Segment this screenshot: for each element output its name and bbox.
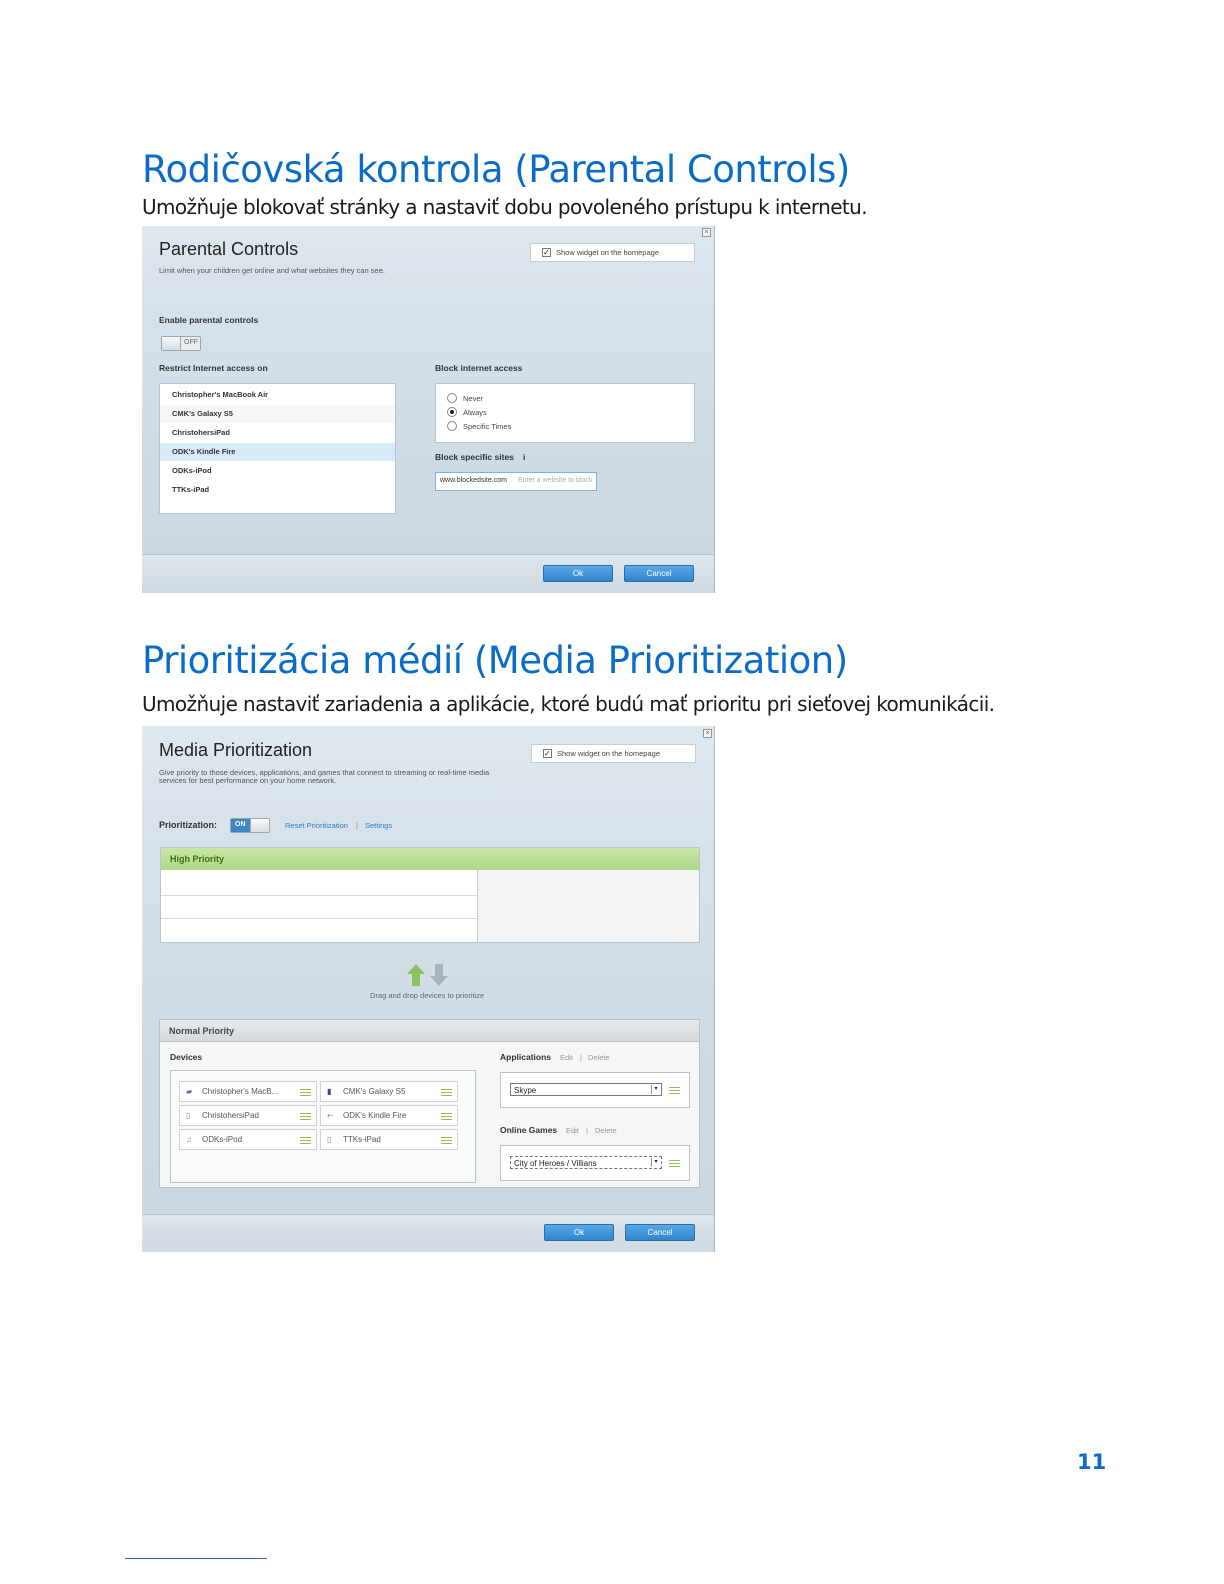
high-priority-header: High Priority [161,848,699,870]
drag-handle-icon[interactable] [441,1113,452,1120]
parental-toggle[interactable] [161,336,201,351]
drag-arrows-icon [405,962,453,988]
reset-prioritization-link[interactable]: Reset Prioritization [285,821,348,830]
drag-hint: Drag and drop devices to prioritize [370,991,485,1000]
block-access-label: Block internet access [435,363,523,373]
normal-priority-header: Normal Priority [160,1020,699,1042]
media-subtitle-line2: services for best performance on your home network. [159,776,337,785]
device-tile-label: ChristohersiPad [202,1111,259,1120]
block-sites-label: Block specific sites [435,452,514,462]
ok-button[interactable]: Ok [544,1224,614,1241]
page-number: 11 [1077,1450,1107,1474]
drag-handle-icon[interactable] [300,1113,311,1120]
devices-area [170,1070,476,1183]
applications-delete-link[interactable]: Delete [588,1053,610,1062]
close-icon[interactable]: × [702,228,711,237]
music-player-icon: ♫ [186,1135,192,1144]
parental-footer [142,554,714,593]
ok-button[interactable]: Ok [543,565,613,582]
restrict-access-label: Restrict Internet access on [159,363,268,373]
radio-never[interactable] [447,393,457,403]
drag-handle-icon[interactable] [300,1137,311,1144]
link-separator: | [586,1126,588,1135]
device-tile-label: TTKs-iPad [343,1135,381,1144]
device-list-item[interactable]: ChristohersiPad [172,428,230,437]
device-tile[interactable] [179,1129,317,1150]
parental-controls-screenshot [142,226,715,593]
device-list-item-selected[interactable]: ODK's Kindle Fire [160,443,395,461]
device-list-item[interactable]: ODKs-iPod [172,466,212,475]
radio-specific-times-label: Specific Times [463,422,512,431]
settings-link[interactable]: Settings [365,821,393,830]
radio-never-label: Never [463,394,484,403]
device-tile[interactable] [179,1081,317,1102]
cancel-button[interactable]: Cancel [625,1224,695,1241]
device-tile[interactable] [320,1105,458,1126]
online-games-label: Online Games [500,1125,558,1135]
toggle-state-label: ON [235,821,246,828]
device-list-item[interactable]: TTKs-iPad [172,485,210,494]
drag-handle-icon[interactable] [669,1087,680,1094]
enable-parental-label: Enable parental controls [159,315,259,325]
prioritization-toggle[interactable] [230,818,270,833]
block-options-box [435,383,695,443]
ereader-icon: ⇠ [327,1111,334,1120]
device-tile-label: ODK's Kindle Fire [343,1111,407,1120]
media-title: Media Prioritization [159,740,313,760]
media-footer [142,1214,714,1252]
device-list [159,383,396,514]
device-tile[interactable] [320,1129,458,1150]
tablet-icon: ▯ [186,1111,191,1120]
applications-edit-link[interactable]: Edit [560,1053,573,1062]
link-separator: | [356,821,358,830]
game-select[interactable] [510,1156,662,1169]
radio-always[interactable] [447,407,457,417]
games-delete-link[interactable]: Delete [595,1126,617,1135]
block-site-value: www.blockedsite.com [440,477,507,484]
game-select-value: City of Heroes / Villians [514,1159,597,1168]
device-tile-label: Christopher's MacB... [202,1087,279,1096]
parental-title: Parental Controls [159,239,299,259]
row-divider [161,895,477,896]
device-tile[interactable] [179,1105,317,1126]
cancel-button[interactable]: Cancel [624,565,694,582]
show-widget-label: Show widget on the homepage [557,749,660,758]
high-priority-apps-area [478,870,699,942]
block-site-input[interactable] [435,472,597,491]
show-widget-checkbox[interactable] [531,744,696,763]
drag-handle-icon[interactable] [300,1089,311,1096]
info-icon[interactable]: i [523,452,526,462]
application-select-value: Skype [514,1086,537,1095]
device-tile[interactable] [320,1081,458,1102]
normal-priority-section [159,1019,700,1188]
applications-label: Applications [500,1052,552,1062]
toggle-knob [250,819,270,832]
drag-handle-icon[interactable] [441,1137,452,1144]
radio-specific-times[interactable] [447,421,457,431]
device-tile-label: CMK's Galaxy S5 [343,1087,406,1096]
games-edit-link[interactable]: Edit [566,1126,579,1135]
device-list-item[interactable]: Christopher's MacBook Air [172,390,269,399]
section-description-media-prioritization: Umožňuje nastaviť zariadenia a aplikácie, ktoré budú mať prioritu pri sieťovej komunikácii. [142,692,995,716]
toggle-state-label: OFF [184,339,198,346]
checkbox-check-icon[interactable]: ✓ [544,749,551,758]
row-divider [161,918,477,919]
section-description-parental-controls: Umožňuje blokovať stránky a nastaviť dobu povoleného prístupu k internetu. [142,195,868,219]
show-widget-label: Show widget on the homepage [556,248,659,257]
high-priority-section [160,847,700,943]
show-widget-checkbox[interactable] [530,243,695,262]
prioritization-label: Prioritization: [159,820,217,830]
devices-label: Devices [170,1052,203,1062]
footnote-rule [125,1558,267,1559]
device-tile-label: ODKs-iPod [202,1135,243,1144]
link-separator: | [580,1053,582,1062]
applications-box [500,1072,690,1108]
phone-icon: ▮ [327,1087,332,1096]
dropdown-arrow-icon[interactable]: ▾ [651,1085,660,1094]
radio-always-label: Always [463,408,487,417]
checkbox-check-icon[interactable]: ✓ [543,248,550,257]
close-icon[interactable]: × [703,729,712,738]
media-subtitle-line1: Give priority to those devices, applications, and games that connect to streaming or real-time media [159,768,490,777]
tablet-icon: ▯ [327,1135,332,1144]
dropdown-arrow-icon[interactable]: ▾ [651,1158,660,1167]
drag-handle-icon[interactable] [441,1089,452,1096]
laptop-icon: ▰ [186,1087,193,1096]
device-list-item[interactable]: CMK's Galaxy S5 [160,405,395,423]
games-box [500,1145,690,1181]
toggle-knob [162,337,181,350]
application-select[interactable] [510,1083,662,1096]
section-heading-parental-controls: Rodičovská kontrola (Parental Controls) [142,148,850,191]
section-heading-media-prioritization: Prioritizácia médií (Media Prioritization) [142,639,848,682]
drag-handle-icon[interactable] [669,1160,680,1167]
parental-subtitle: Limit when your children get online and what websites they can see. [159,266,385,275]
media-prioritization-screenshot [142,726,715,1252]
block-site-placeholder: Enter a website to block [518,477,593,484]
